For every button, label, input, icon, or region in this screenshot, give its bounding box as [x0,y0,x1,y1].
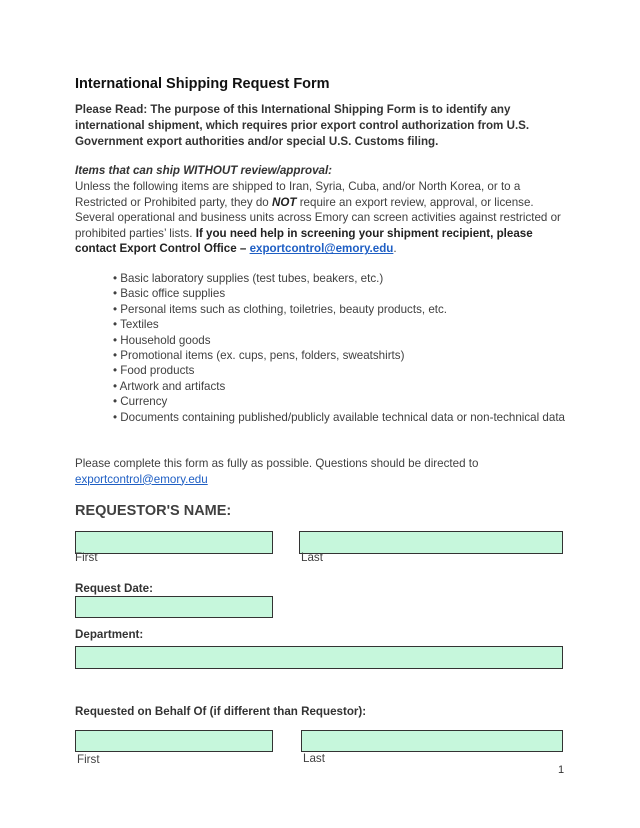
behalf-last-label: Last [303,752,325,765]
behalf-of-label: Requested on Behalf Of (if different than Requestor): [75,705,367,718]
behalf-first-name-field[interactable] [75,730,273,752]
department-label: Department: [75,628,144,641]
form-title: International Shipping Request Form [75,76,330,92]
list-item: • Promotional items (ex. cups, pens, folders, sweatshirts) [113,349,405,363]
complete-text: Please complete this form as fully as possible. Questions should be directed to [75,457,479,470]
requestor-first-name-field[interactable] [75,531,273,554]
requestor-last-name-field[interactable] [299,531,563,554]
requestor-first-label: First [75,551,98,564]
paragraph-part2: require an export review, approval, or license. Several operational and business units across Emory can screen activities against restricted or prohibited parties’ lists. [75,195,561,240]
behalf-first-label: First [77,753,100,766]
paragraph-not: NOT [271,195,297,209]
request-date-label: Request Date: [75,582,153,595]
list-item: • Basic office supplies [113,287,226,301]
complete-instructions [75,456,565,487]
paragraph-contact: If you need help in screening your shipment recipient, please contact Export Control Office – [75,226,533,256]
list-item: • Artwork and artifacts [113,379,226,393]
requestor-last-label: Last [301,551,323,564]
export-control-email-link[interactable]: exportcontrol@emory.edu [249,242,394,256]
list-item: • Documents containing published/publicly available technical data or non-technical data [113,410,565,424]
complete-email-link[interactable]: exportcontrol@emory.edu [75,472,208,486]
list-item: • Currency [113,395,168,409]
request-date-field[interactable] [75,596,273,618]
paragraph-part1: Unless the following items are shipped to Iran, Syria, Cuba, and/or North Korea, or to a Restricted or Prohibited party, they do [75,180,521,209]
paragraph-end: . [393,242,397,256]
items-heading: Items that can ship WITHOUT review/approval: [75,164,333,177]
list-item: • Food products [113,364,195,378]
intro-paragraph: Please Read: The purpose of this International Shipping Form is to identify any international shipment, which requires prior export control authorization from U.S. Government export authorities and/or special U.S. Customs filing. [75,103,530,148]
list-item: • Basic laboratory supplies (test tubes, beakers, etc.) [113,272,384,285]
exemption-paragraph [75,179,570,257]
requestor-name-heading: REQUESTOR'S NAME: [75,503,232,519]
list-item: • Personal items such as clothing, toiletries, beauty products, etc. [113,302,447,316]
exempt-items-list [113,271,573,425]
list-item: • Textiles [113,318,159,332]
behalf-last-name-field[interactable] [301,730,563,752]
list-item: • Household goods [113,333,211,347]
page-number: 1 [558,764,565,776]
department-field[interactable] [75,646,563,669]
